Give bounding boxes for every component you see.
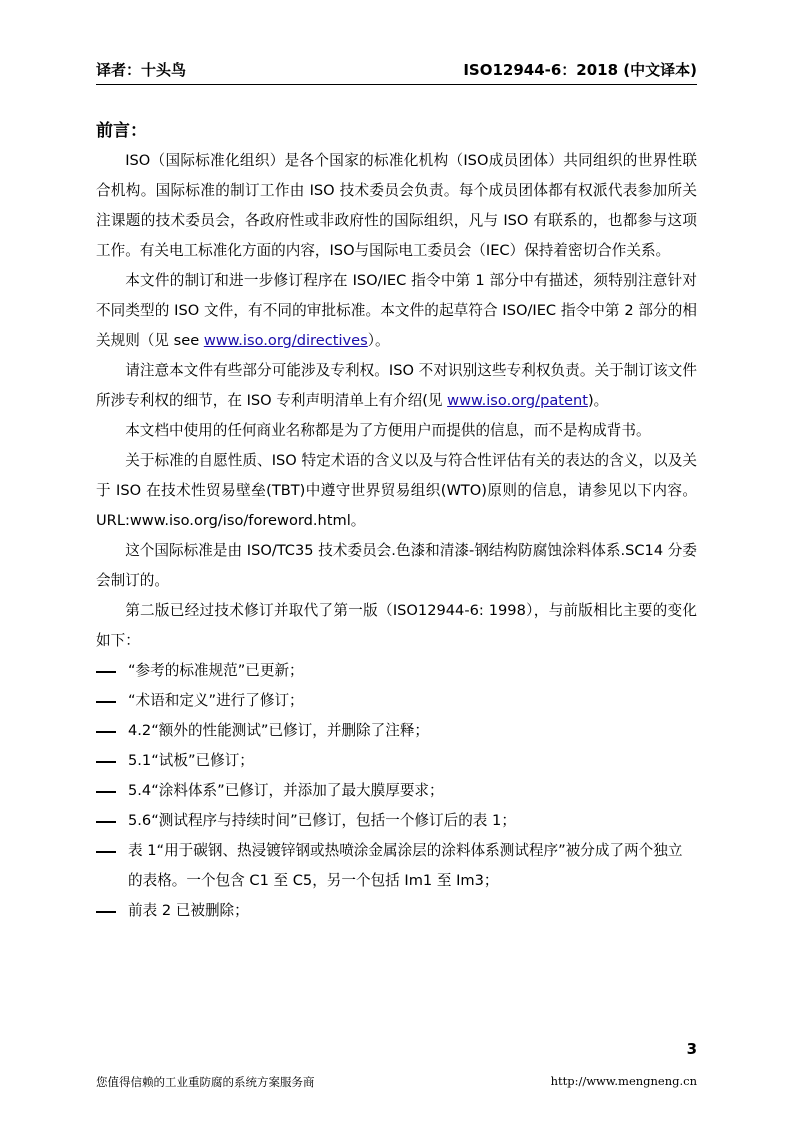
list-item (96, 896, 697, 926)
list-item-text: 表 1“用于碳钢、热浸镀锌钢或热喷涂金属涂层的涂料体系测试程序”被分成了两个独立的表格。一个包含 C1 至 C5，另一个包括 Im1 至 Im3； (128, 842, 683, 889)
changes-list (96, 656, 697, 926)
footer-slogan: 您值得信赖的工业重防腐的系统方案服务商 (96, 1075, 315, 1089)
section-title: 前言： (96, 121, 147, 141)
page-footer (96, 1074, 697, 1090)
list-item (96, 806, 697, 836)
list-item (96, 776, 697, 806)
paragraph-text: ）。 (367, 332, 390, 349)
list-item (96, 686, 697, 716)
list-item (96, 836, 697, 896)
list-item-text: 5.6“测试程序与持续时间”已修订，包括一个修订后的表 1； (128, 812, 516, 829)
header-divider (96, 84, 697, 85)
paragraph-second-edition: 第二版已经过技术修订并取代了第一版（ISO12944-6: 1998），与前版相比主要的变化如下： (96, 602, 697, 649)
paragraph-text: 请注意本文件有些部分可能涉及专利权。ISO 不对识别这些专利权负责。关于制订该文件所涉专利权的细节，在 ISO 专利声明清单上有介绍(见 (96, 362, 697, 409)
list-item (96, 746, 697, 776)
page-header (96, 56, 697, 80)
paragraph-committee: 这个国际标准是由 ISO/TC35 技术委员会.色漆和清漆-钢结构防腐蚀涂料体系.SC14 分委会制订的。 (96, 542, 697, 589)
paragraph-patent (96, 356, 697, 416)
header-translator: 译者：十头鸟 (96, 61, 187, 79)
paragraph-text: 本文件的制订和进一步修订程序在 ISO/IEC 指令中第 1 部分中有描述，须特别注意针对不同类型的 ISO 文件，有不同的审批标准。本文件的起草符合 ISO/IEC 指令中第 2 部分的相关规则（见 see (96, 272, 697, 349)
directives-link[interactable]: www.iso.org/directives (203, 332, 368, 349)
footer-url[interactable]: http://www.mengneng.cn (550, 1074, 697, 1088)
paragraph-text: )。 (587, 392, 609, 409)
list-item (96, 656, 697, 686)
list-item-text: 5.1“试板”已修订； (128, 752, 254, 769)
list-item-text: “参考的标准规范”已更新； (128, 662, 304, 679)
list-item (96, 716, 697, 746)
paragraph-trade-names: 本文档中使用的任何商业名称都是为了方便用户而提供的信息，而不是构成背书。 (125, 422, 651, 439)
paragraph-voluntary-nature: 关于标准的自愿性质、ISO 特定术语的含义以及与符合性评估有关的表达的含义，以及关于 ISO 在技术性贸易壁垒(TBT)中遵守世界贸易组织(WTO)原则的信息，请参见以下内容。URL:www.iso.org/iso/foreword.html。 (96, 452, 697, 529)
paragraph-iso-intro: ISO（国际标准化组织）是各个国家的标准化机构（ISO成员团体）共同组织的世界性联合机构。国际标准的制订工作由 ISO 技术委员会负责。每个成员团体都有权派代表参加所关注课题的技术委员会，各政府性或非政府性的国际组织，凡与 ISO 有联系的，也都参与这项工作。有关电工标准化方面的内容，ISO与国际电工委员会（IEC）保持着密切合作关系。 (96, 152, 697, 259)
document-body (96, 116, 697, 926)
list-item-text: 前表 2 已被删除； (128, 902, 249, 919)
list-item-text: 4.2“额外的性能测试”已修订，并删除了注释； (128, 722, 430, 739)
patent-link[interactable]: www.iso.org/patent (447, 392, 588, 409)
list-item-text: 5.4“涂料体系”已修订，并添加了最大膜厚要求； (128, 782, 444, 799)
list-item-text: “术语和定义”进行了修订； (128, 692, 304, 709)
page-number: 3 (686, 1040, 697, 1058)
paragraph-directives (96, 266, 697, 356)
header-doc-id: ISO12944-6：2018 (中文译本) (463, 61, 697, 79)
